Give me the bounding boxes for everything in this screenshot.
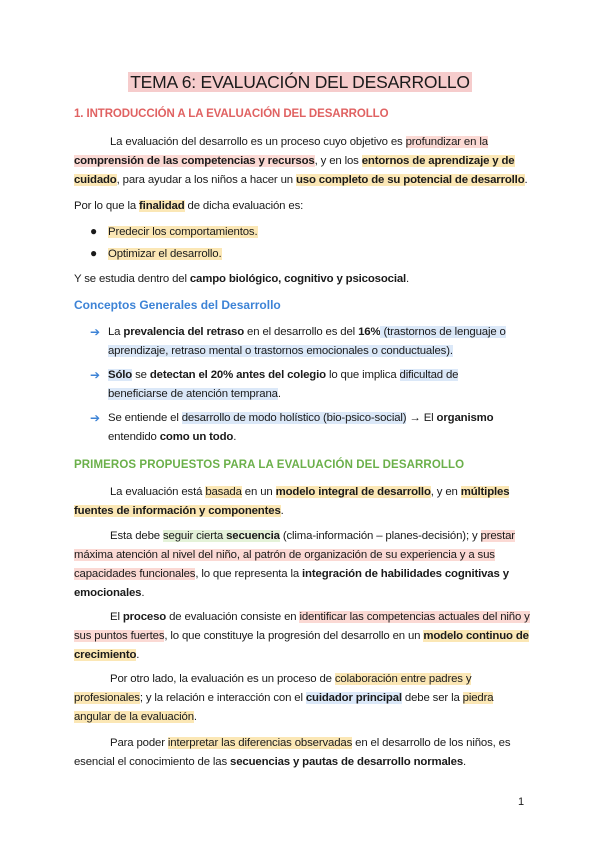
- campo-paragraph: Y se estudia dentro del campo biológico, cognitivo y psicosocial.: [74, 273, 410, 285]
- body-paragraph: La evaluación está basada en un modelo integral de desarrollo, y en múltiples fuentes de información y componentes.: [74, 486, 510, 517]
- intro-paragraph: La evaluación del desarrollo es un proceso cuyo objetivo es profundizar en la comprensión de las competencias y recursos, y en los entornos de aprendizaje y de cuidado, para ayudar a los niños a hacer un uso completo de su potencial de desarrollo.: [74, 136, 528, 186]
- finalidad-paragraph: Por lo que la finalidad de dicha evaluación es:: [74, 200, 304, 212]
- body-paragraph: El proceso de evaluación consiste en identificar las competencias actuales del niño y sus puntos fuertes, lo que constituye la progresión del desarrollo en un modelo continuo de crecimiento.: [74, 611, 530, 661]
- page-number: 1: [518, 796, 525, 808]
- body-paragraph: Por otro lado, la evaluación es un proceso de colaboración entre padres y profesionales; y la relación e interacción con el cuidador principal debe ser la piedra angular de la evaluación.: [74, 673, 494, 723]
- section-heading-introduccion: 1. INTRODUCCIÓN A LA EVALUACIÓN DEL DESARROLLO: [74, 108, 389, 120]
- section-heading-primeros: PRIMEROS PROPUESTOS PARA LA EVALUACIÓN DEL DESARROLLO: [74, 459, 465, 471]
- body-paragraph: Esta debe seguir cierta secuencia (clima-información – planes-decisión); y prestar máxima atención al nivel del niño, al patrón de organización de su experiencia y a sus capacidades funcionales, lo que representa la integración de habilidades cognitivas y emocionales.: [74, 530, 515, 599]
- arrow-right-icon: ➔: [90, 325, 100, 339]
- arrow-item: ➔ La prevalencia del retraso en el desarrollo es del 16% (trastornos de lenguaje o aprendizaje, retraso mental o trastornos emocionales o conductuales).: [90, 325, 506, 357]
- page-title: TEMA 6: EVALUACIÓN DEL DESARROLLO: [130, 72, 470, 92]
- arrow-item: ➔ Sólo se detectan el 20% antes del colegio lo que implica dificultad de beneficiarse de atención temprana.: [90, 368, 459, 400]
- section-heading-conceptos: Conceptos Generales del Desarrollo: [74, 298, 281, 312]
- arrow-right-icon: ➔: [90, 368, 100, 382]
- arrow-right-icon: ➔: [90, 411, 100, 425]
- arrow-item: ➔ Se entiende el desarrollo de modo holístico (bio-psico-social) → El organismo entendido como un todo.: [90, 411, 494, 443]
- bullet-item: ● Predecir los comportamientos.: [90, 224, 258, 238]
- body-paragraph: Para poder interpretar las diferencias observadas en el desarrollo de los niños, es esencial el conocimiento de las secuencias y pautas de desarrollo normales.: [74, 737, 511, 768]
- bullet-item: ● Optimizar el desarrollo.: [90, 246, 222, 260]
